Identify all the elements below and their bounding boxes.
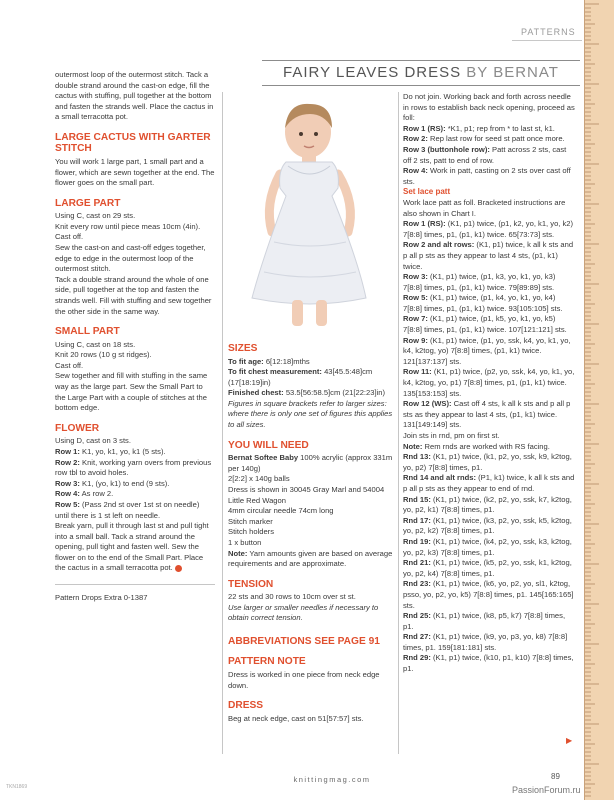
row-text: (K1, p1) twice, (p1, k2, yo, k1, yo, k2) 7[8:8] times, p1, (p1, k1) twice. 65[73:73] sts. — [403, 219, 574, 239]
tension-note: Use larger or smaller needles if necessary to obtain correct tension. — [228, 602, 379, 623]
row-text: (P1, k1) twice, k all k sts and p all p sts as they appear to end of rnd. — [403, 473, 575, 493]
pattern-note-heading: PATTERN NOTE — [228, 656, 306, 668]
row-text: (K1, p1) twice, (p1, k4, yo, k1, yo, k4) 7[8:8] times, p1, (p1, k1) twice. 93[105:105] sts. — [403, 293, 563, 313]
set-lace-heading: Set lace patt — [403, 187, 451, 197]
row-label: Rnd 15: — [403, 494, 431, 504]
row-text: Rep last row for seed st patt once more. — [427, 134, 565, 144]
large-part-line: Cast off. — [55, 232, 84, 242]
large-cactus-heading: LARGE CACTUS WITH GARTER STITCH — [55, 131, 211, 155]
row-text: (K1, p1) twice, (k9, yo, p3, yo, k8) 7[8:8] times, p1. 159[181:181] sts. — [403, 632, 568, 652]
row-label: Row 9: — [403, 335, 428, 345]
row-text: (K1, p1) twice, (k5, p2, yo, ssk, k1, k2tog, yo, p2, k4) 7[8:8] times, p1. — [403, 558, 572, 578]
large-part-line: Using C, cast on 29 sts. — [55, 211, 136, 221]
watermark: PassionForum.ru — [512, 785, 581, 795]
row-text: Patt across 2 sts, cast off 2 sts, patt to end of row. — [403, 144, 567, 165]
row-text: (K1, p1) twice, (p1, k3, yo, k1, yo, k3) 7[8:8] times, p1, (p1, k1) twice. 79[89:89] sts. — [403, 272, 556, 292]
pattern-row — [403, 219, 575, 240]
dress-heading: DRESS — [228, 700, 264, 712]
row-text: (K1, p1) twice, (k10, p1, k10) 7[8:8] times, p1. — [403, 653, 574, 674]
pattern-row — [403, 336, 575, 368]
row-text: (K1, p1) twice, (k2, p2, yo, ssk, k7, k2tog, yo, p2, k1) 7[8:8] times, p1. — [403, 494, 572, 515]
large-part-line: Knit every row until piece meas 10cm (4in). — [55, 221, 201, 231]
pattern-row — [403, 166, 575, 187]
row-text: Work in patt, casting on 2 sts over cast off sts. — [403, 166, 571, 186]
need-line: Stitch holders — [228, 527, 275, 537]
row-label: Row 1 (RS): — [403, 219, 446, 229]
row-label: Rnd 23: — [403, 579, 431, 589]
row-text: (K1, p1) twice, (p2, yo, ssk, k4, yo, k1, yo, k4, k2tog, yo, p1) 7[8:8] times, p1, (p1, k1) twice. 135[153:153] sts. — [403, 367, 575, 398]
row-label: Rnd 14 and alt rnds: — [403, 473, 476, 483]
page-code: TKN1869 — [6, 784, 28, 790]
row-label: Rnd 17: — [403, 515, 431, 525]
dress-text: Beg at neck edge, cast on 51[57:57] sts. — [228, 713, 364, 723]
size-value: 43[45.5:48]cm (17[18:19]in) — [228, 367, 373, 387]
row-text: (Pass 2nd st over 1st st on needle) until there is 1 st left on needle. — [55, 499, 200, 520]
note-text: Yarn amounts given are based on average requirements and are approximate. — [228, 548, 393, 569]
row-label: Rnd 25: — [403, 611, 431, 621]
row-text: K1, (yo, k1) to end (9 sts). — [79, 478, 170, 488]
yarn-line — [228, 453, 395, 474]
row-label: Rnd 13: — [403, 452, 431, 462]
row-label: Rnd 19: — [403, 536, 431, 546]
set-lace-intro: Work lace patt as foll. Bracketed instructions are also shown in Chart I. — [403, 197, 566, 218]
row-label: Rnd 27: — [403, 632, 431, 642]
flower-line: Using D, cast on 3 sts. — [55, 436, 131, 446]
note-label: Note: — [228, 548, 248, 558]
large-part-heading: LARGE PART — [55, 197, 121, 209]
small-part-heading: SMALL PART — [55, 326, 120, 338]
need-note — [228, 549, 395, 570]
pattern-rnd — [403, 495, 575, 516]
row-label: Row 5: — [403, 293, 428, 303]
need-line: 1 x button — [228, 537, 262, 547]
row-text: (K1, p1) twice, (k3, p2, yo, ssk, k5, k2tog, yo, p2, k2) 7[8:8] times, p1. — [403, 515, 572, 536]
row-label: Row 2: — [403, 134, 428, 144]
size-label: Finished chest: — [228, 388, 284, 398]
row-label: Row 3: — [55, 478, 80, 488]
large-cactus-text: You will work 1 large part, 1 small part and a flower, which are sewn together at the end. The flower goes on the small part. — [55, 156, 215, 188]
pattern-row — [403, 314, 575, 335]
row-text: (K1, p1) twice, (p1, yo, ssk, k4, yo, k1, yo, k4, k2tog, yo) 7[8:8] times, (p1, k1) twice. 121[137:137] sts. — [403, 335, 571, 366]
note-text: Rem rnds are worked with RS facing. — [422, 441, 550, 451]
pattern-row — [403, 293, 575, 314]
pattern-row — [403, 272, 575, 293]
section-label: PATTERNS — [521, 27, 576, 37]
row-label: Rnd 29: — [403, 653, 431, 663]
tension-text: 22 sts and 30 rows to 10cm over st st. — [228, 592, 356, 602]
abbreviations-heading: ABBREVIATIONS SEE PAGE 91 — [228, 635, 380, 647]
pattern-row — [403, 367, 575, 399]
tension-heading: TENSION — [228, 578, 274, 590]
note-label: Note: — [403, 441, 423, 451]
column-3 — [403, 92, 575, 675]
join-text: Join sts in rnd, pm on first st. — [403, 431, 500, 440]
row-label: Row 12 (WS): — [403, 399, 452, 409]
column-divider-2 — [398, 92, 399, 754]
row-label: Row 3 (buttonhole row): — [403, 144, 490, 154]
pattern-credit: Pattern Drops Extra 0-1387 — [55, 593, 148, 603]
size-line — [228, 367, 395, 388]
pattern-rnd — [403, 653, 575, 674]
row-text: As row 2. — [79, 489, 114, 499]
sizes-note: Figures in square brackets refer to larger sizes: where there is only one set of figures this applies to all sizes. — [228, 398, 393, 430]
dress-photo — [228, 92, 392, 336]
row-text: (K1, p1) twice, (k6, yo, p2, yo, sl1, k2tog, psso, yo, p2, yo, k5) 7[8:8] times, p1. 145[165:165] sts. — [403, 579, 574, 610]
pattern-title — [262, 64, 580, 81]
title-rule-bottom — [262, 85, 580, 86]
pattern-row — [403, 240, 575, 272]
pattern-rnd — [403, 473, 575, 494]
row-label: Row 1: — [55, 446, 80, 456]
need-line: 4mm circular needle 74cm long — [228, 506, 334, 516]
pattern-note-text: Dress is worked in one piece from neck edge down. — [228, 669, 380, 690]
pattern-rnd — [403, 452, 575, 473]
need-line: Stitch marker — [228, 516, 273, 526]
pattern-rnd — [403, 516, 575, 537]
flower-outro-text: Break yarn, pull it through last st and pull tight into a small ball. Tack a strand around the opening, pull tight and fasten well. Sew the flower on to the end of the Small Part. Place the cactus in a small terracotta pot. — [55, 521, 209, 573]
large-part-line: Sew the cast-on and cast-off edges together, edge to edge in the outermost loop of the outermost stitch. — [55, 243, 206, 274]
row-text: (K1, p1) twice, (k8, p5, k7) 7[8:8] times, p1. — [403, 611, 566, 631]
row-label: Row 11: — [403, 367, 432, 377]
row-text: Knit, working yarn overs from previous row tbl to avoid holes. — [55, 457, 212, 478]
end-mark-icon — [175, 565, 182, 572]
large-part-line: Tack a double strand around the whole of one side, pull together at the top and fasten the strands well. Fill with stuffing and sew together the other side in the same way. — [55, 274, 212, 316]
small-part-line: Using C, cast on 18 sts. — [55, 339, 136, 349]
flower-heading: FLOWER — [55, 422, 100, 434]
intro-text: outermost loop of the outermost stitch. Tack a double strand around the cast-on edge, fill the cactus with stuffing, pull together at the bottom and fasten the strands well. Place the cactus in a small terracotta pot. — [55, 70, 214, 122]
small-part-line: Sew together and fill with stuffing in the same way as the large part. Sew the Small Part to the Large Part with a couple of stitches at the bottom edge. — [55, 371, 208, 413]
row-label: Row 2: — [55, 457, 80, 467]
site-footer: knittingmag.com — [293, 775, 371, 784]
row-text: K1, yo, k1, yo, k1 (5 sts). — [79, 446, 166, 456]
column-2 — [228, 343, 395, 724]
title-brand: BY BERNAT — [466, 64, 559, 81]
rnd-note — [403, 442, 575, 453]
pattern-row — [403, 145, 575, 166]
row-text: (K1, p1) twice, k all k sts and p all p sts as they appear to last 4 sts, (p1, k1) twice. — [403, 240, 574, 271]
sizes-heading: SIZES — [228, 343, 258, 354]
pattern-rnd — [403, 558, 575, 579]
row-text: *K1, p1; rep from * to last st, k1. — [445, 123, 555, 133]
credit-rule — [55, 584, 215, 585]
row-label: Row 3: — [403, 272, 428, 282]
pattern-row — [403, 124, 575, 135]
row-label: Row 4: — [403, 166, 428, 176]
baby-in-dress-illustration — [228, 92, 392, 336]
row-label: Row 1 (RS): — [403, 123, 446, 133]
flower-row — [55, 447, 215, 458]
yarn-detail: 100% acrylic (approx 331m per 140g) — [228, 453, 393, 473]
title-main: FAIRY LEAVES DRESS — [283, 64, 462, 81]
flower-row — [55, 500, 215, 521]
size-label: To fit chest measurement: — [228, 367, 322, 377]
column-1 — [55, 70, 215, 604]
ruler-ticks — [585, 0, 614, 800]
pattern-row — [403, 399, 575, 431]
flower-outro — [55, 521, 215, 574]
row-text: Cast off 4 sts, k all k sts and p all p sts as they appear to last 4 sts, (p1, k1) twice. 131[149:149] sts. — [403, 399, 571, 430]
size-label: To fit age: — [228, 356, 264, 366]
row-label: Row 7: — [403, 314, 428, 324]
continue-arrow-icon: ▶ — [566, 736, 573, 745]
row-text: (K1, p1) twice, (p1, k5, yo, k1, yo, k5) 7[8:8] times, p1, (p1, k1) twice. 107[121:121] sts. — [403, 314, 567, 335]
header-rule — [512, 40, 582, 41]
row-text: (K1, p1) twice, (k1, p2, yo, ssk, k9, k2tog, yo, p2) 7[8:8] times, p1. — [403, 452, 572, 472]
title-rule-top — [262, 60, 580, 61]
col3-intro: Do not join. Working back and forth across needle in rows to establish back neck opening, proceed as foll: — [403, 92, 575, 123]
yarn-name: Bernat Softee Baby — [228, 453, 299, 463]
ruler-strip — [584, 0, 614, 800]
row-label: Row 4: — [55, 489, 80, 499]
flower-row — [55, 479, 215, 490]
small-part-line: Cast off. — [55, 360, 84, 370]
need-line: 2[2:2] x 140g balls — [228, 474, 290, 484]
pattern-rnd — [403, 632, 575, 653]
page-number: 89 — [551, 772, 560, 781]
flower-row — [55, 489, 215, 500]
pattern-rnd — [403, 537, 575, 558]
pattern-rnd — [403, 579, 575, 611]
row-label: Row 5: — [55, 499, 80, 509]
need-line: Dress is shown in 30045 Gray Marl and 54004 Little Red Wagon — [228, 484, 385, 505]
flower-row — [55, 458, 215, 479]
row-text: (K1, p1) twice, (k4, p2, yo, ssk, k3, k2tog, yo, p2, k3) 7[8:8] times, p1. — [403, 536, 572, 557]
pattern-rnd — [403, 611, 575, 632]
row-label: Rnd 21: — [403, 558, 431, 568]
column-divider-1 — [222, 92, 223, 754]
size-value: 6[12:18]mths — [263, 356, 310, 366]
pattern-row — [403, 134, 575, 145]
size-value: 53.5[56:58.5]cm (21[22:23]in) — [283, 388, 386, 398]
small-part-line: Knit 20 rows (10 g st ridges). — [55, 350, 152, 360]
size-line — [228, 357, 395, 368]
size-line — [228, 388, 395, 399]
you-will-need-heading: YOU WILL NEED — [228, 439, 309, 451]
row-label: Row 2 and alt rows: — [403, 240, 475, 250]
